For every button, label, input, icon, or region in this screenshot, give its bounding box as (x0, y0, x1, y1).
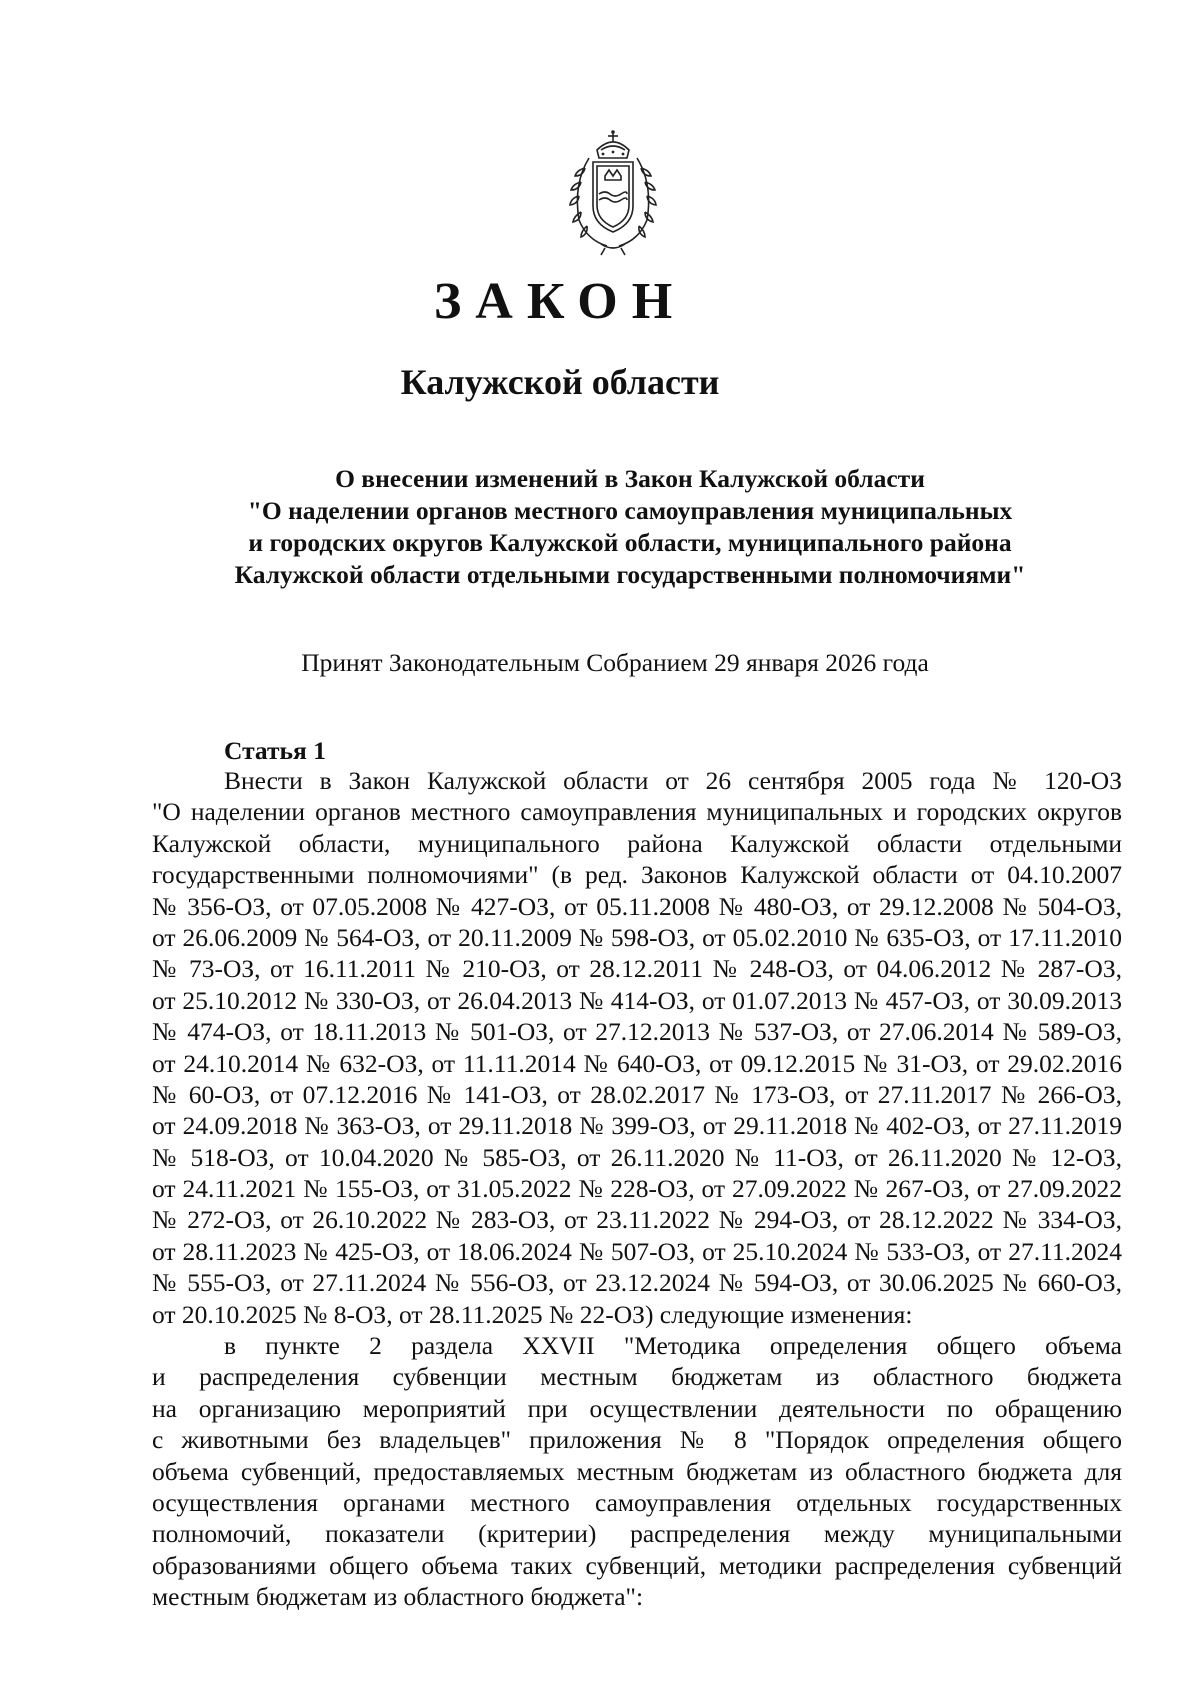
adoption-date: Принят Законодательным Собранием 29 января 2026 года (301, 648, 929, 677)
paragraph-1-line: № 474-ОЗ, от 18.11.2013 № 501-ОЗ, от 27.12.2013 № 537-ОЗ, от 27.06.2014 № 589-ОЗ, (152, 1017, 1122, 1047)
paragraph-1-line: от 25.10.2012 № 330-ОЗ, от 26.04.2013 № 414-ОЗ, от 01.07.2013 № 457-ОЗ, от 30.09.2013 (152, 985, 1122, 1015)
paragraph-1-line: № 272-ОЗ, от 26.10.2022 № 283-ОЗ, от 23.11.2022 № 294-ОЗ, от 28.12.2022 № 334-ОЗ, (152, 1205, 1122, 1235)
law-heading-line: Калужской области отдельными государственными полномочиями" (234, 560, 1026, 589)
article-body (152, 765, 1122, 1613)
paragraph-1-line: от 28.11.2023 № 425-ОЗ, от 18.06.2024 № 507-ОЗ, от 25.10.2024 № 533-ОЗ, от 27.11.2024 (152, 1236, 1122, 1266)
document-title: ЗАКОН (433, 273, 687, 330)
document-subtitle: Калужской области (400, 362, 720, 402)
paragraph-2-line: и распределения субвенции местным бюджетам из областного бюджета (152, 1362, 1122, 1392)
paragraph-1-line: № 73-ОЗ, от 16.11.2011 № 210-ОЗ, от 28.12.2011 № 248-ОЗ, от 04.06.2012 № 287-ОЗ, (152, 954, 1122, 984)
paragraph-2-line: местным бюджетам из областного бюджета": (152, 1582, 644, 1612)
paragraph-1-line: № 60-ОЗ, от 07.12.2016 № 141-ОЗ, от 28.02.2017 № 173-ОЗ, от 27.11.2017 № 266-ОЗ, (152, 1079, 1122, 1109)
paragraph-2-line: объема субвенций, предоставляемых местным бюджетам из областного бюджета для (152, 1456, 1122, 1486)
paragraph-1-line: "О наделении органов местного самоуправления муниципальных и городских округов (152, 797, 1122, 827)
coat-of-arms-emblem (555, 128, 671, 256)
law-heading-line: "О наделении органов местного самоуправления муниципальных (247, 496, 1013, 525)
paragraph-1-line: государственными полномочиями" (в ред. Законов Калужской области от 04.10.2007 (152, 860, 1122, 890)
paragraph-1-line: от 24.09.2018 № 363-ОЗ, от 29.11.2018 № 399-ОЗ, от 29.11.2018 № 402-ОЗ, от 27.11.2019 (152, 1111, 1122, 1141)
paragraph-1-line: от 24.10.2014 № 632-ОЗ, от 11.11.2014 № 640-ОЗ, от 09.12.2015 № 31-ОЗ, от 29.02.2016 (152, 1048, 1122, 1078)
paragraph-2-line: с животными без владельцев" приложения № 8 "Порядок определения общего (152, 1425, 1122, 1455)
paragraph-1-line: № 518-ОЗ, от 10.04.2020 № 585-ОЗ, от 26.11.2020 № 11-ОЗ, от 26.11.2020 № 12-ОЗ, (152, 1142, 1122, 1172)
paragraph-1-line: Внести в Закон Калужской области от 26 сентября 2005 года № 120-ОЗ (224, 766, 1122, 795)
paragraph-1-line: от 24.11.2021 № 155-ОЗ, от 31.05.2022 № 228-ОЗ, от 27.09.2022 № 267-ОЗ, от 27.09.2022 (152, 1174, 1122, 1204)
law-heading (190, 463, 1070, 591)
article-title: Статья 1 (224, 736, 326, 765)
paragraph-1-line: № 555-ОЗ, от 27.11.2024 № 556-ОЗ, от 23.12.2024 № 594-ОЗ, от 30.06.2025 № 660-ОЗ, (152, 1268, 1122, 1298)
law-heading-line: О внесении изменений в Закон Калужской области (335, 464, 925, 493)
paragraph-1-line: от 26.06.2009 № 564-ОЗ, от 20.11.2009 № 598-ОЗ, от 05.02.2010 № 635-ОЗ, от 17.11.2010 (152, 922, 1122, 952)
law-heading-line: и городских округов Калужской области, муниципального района (248, 528, 1012, 557)
paragraph-1-line: от 20.10.2025 № 8-ОЗ, от 28.11.2025 № 22-ОЗ) следующие изменения: (152, 1299, 913, 1329)
paragraph-2-line: осуществления органами местного самоуправления отдельных государственных (152, 1487, 1122, 1517)
paragraph-1-line: № 356-ОЗ, от 07.05.2008 № 427-ОЗ, от 05.11.2008 № 480-ОЗ, от 29.12.2008 № 504-ОЗ, (152, 891, 1122, 921)
paragraph-2-line: в пункте 2 раздела XXVII "Методика определения общего объема (224, 1331, 1122, 1361)
paragraph-1-line: Калужской области, муниципального района Калужской области отдельными (152, 828, 1122, 858)
paragraph-2-line: на организацию мероприятий при осуществлении деятельности по обращению (152, 1393, 1122, 1423)
paragraph-2-line: полномочий, показатели (критерии) распределения между муниципальными (152, 1519, 1122, 1549)
paragraph-2-line: образованиями общего объема таких субвенций, методики распределения субвенций (152, 1550, 1122, 1580)
